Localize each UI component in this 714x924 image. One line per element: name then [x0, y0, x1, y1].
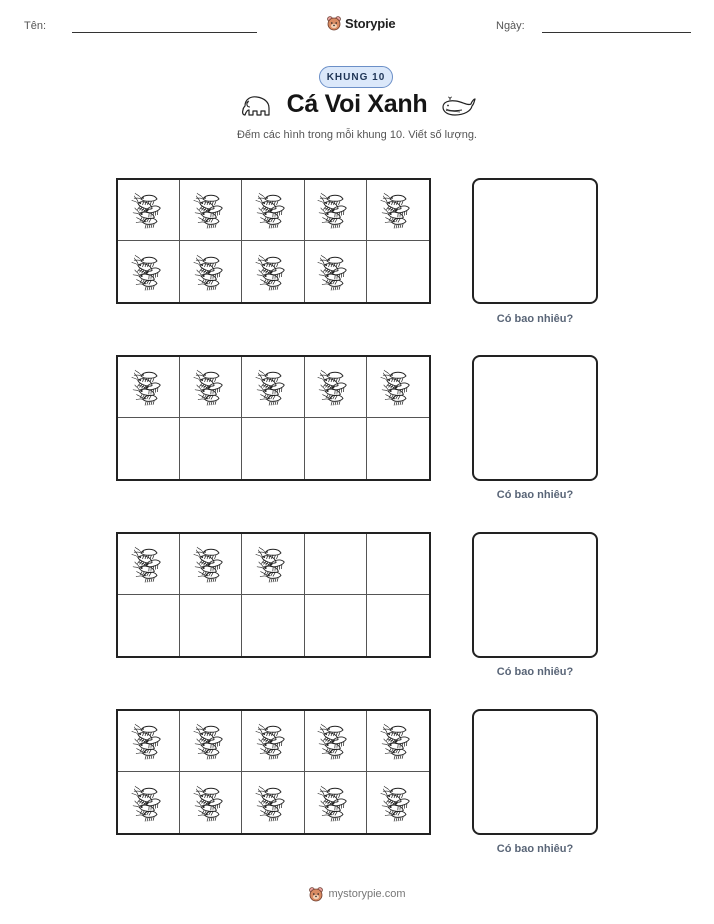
krill-icon: [129, 367, 169, 407]
footer-site: mystorypie.com: [328, 888, 406, 900]
answer-label-1: Có bao nhiêu?: [496, 313, 574, 325]
frame-cell: [305, 595, 367, 656]
krill-icon: [191, 252, 231, 292]
brand-name: Storypie: [345, 15, 396, 31]
krill-icon: [191, 721, 231, 761]
krill-icon: [253, 367, 293, 407]
bear-logo-icon: [308, 886, 324, 902]
answer-box-4[interactable]: [472, 709, 598, 835]
frame-cell: [305, 241, 367, 302]
ten-frame-2: [116, 355, 431, 481]
frame-cell: [305, 357, 367, 418]
krill-icon: [129, 544, 169, 584]
answer-box-1[interactable]: [472, 178, 598, 304]
frame-cell: [180, 711, 242, 772]
answer-label-4: Có bao nhiêu?: [496, 843, 574, 855]
frame-cell: [180, 534, 242, 595]
frame-cell: [242, 357, 304, 418]
frame-cell: [367, 711, 429, 772]
frame-cell: [118, 357, 180, 418]
frame-cell: [242, 241, 304, 302]
krill-icon: [129, 190, 169, 230]
krill-icon: [253, 544, 293, 584]
krill-icon: [191, 783, 231, 823]
frame-cell: [180, 772, 242, 833]
krill-icon: [191, 367, 231, 407]
worksheet-badge: KHUNG 10: [319, 66, 393, 88]
krill-icon: [129, 252, 169, 292]
krill-icon: [253, 190, 293, 230]
frame-cell: [367, 534, 429, 595]
krill-icon: [315, 783, 355, 823]
name-line[interactable]: [72, 32, 257, 33]
frame-cell: [180, 418, 242, 479]
krill-icon: [378, 367, 418, 407]
frame-cell: [242, 418, 304, 479]
brand-logo: [326, 13, 395, 33]
frame-cell: [305, 711, 367, 772]
frame-cell: [180, 595, 242, 656]
krill-icon: [129, 783, 169, 823]
bear-logo-icon: [326, 15, 342, 31]
answer-box-2[interactable]: [472, 355, 598, 481]
krill-icon: [253, 783, 293, 823]
krill-icon: [315, 721, 355, 761]
frame-cell: [118, 241, 180, 302]
frame-cell: [118, 534, 180, 595]
frame-cell: [367, 357, 429, 418]
krill-icon: [315, 252, 355, 292]
krill-icon: [378, 721, 418, 761]
krill-icon: [378, 190, 418, 230]
frame-cell: [305, 772, 367, 833]
frame-cell: [242, 534, 304, 595]
ten-frame-4: [116, 709, 431, 835]
frame-cell: [118, 772, 180, 833]
krill-icon: [315, 190, 355, 230]
page-title: Cá Voi Xanh: [286, 90, 428, 118]
frame-cell: [180, 180, 242, 241]
footer: [0, 886, 714, 902]
frame-cell: [118, 711, 180, 772]
frame-cell: [118, 595, 180, 656]
frame-cell: [367, 418, 429, 479]
frame-cell: [367, 241, 429, 302]
krill-icon: [378, 783, 418, 823]
frame-cell: [242, 711, 304, 772]
krill-icon: [315, 367, 355, 407]
frame-cell: [242, 180, 304, 241]
frame-cell: [242, 595, 304, 656]
ten-frame-3: [116, 532, 431, 658]
frame-cell: [242, 772, 304, 833]
frame-cell: [367, 772, 429, 833]
whale-icon: [440, 95, 476, 119]
frame-cell: [180, 241, 242, 302]
krill-icon: [129, 721, 169, 761]
ten-frame-1: [116, 178, 431, 304]
frame-cell: [367, 180, 429, 241]
krill-icon: [191, 544, 231, 584]
date-label: Ngày:: [496, 20, 525, 32]
frame-cell: [180, 357, 242, 418]
answer-label-2: Có bao nhiêu?: [496, 489, 574, 501]
frame-cell: [118, 418, 180, 479]
krill-icon: [253, 721, 293, 761]
date-line[interactable]: [542, 32, 691, 33]
krill-icon: [191, 190, 231, 230]
answer-box-3[interactable]: [472, 532, 598, 658]
frame-cell: [118, 180, 180, 241]
instructions: Đếm các hình trong mỗi khung 10. Viết số lượng.: [236, 129, 477, 141]
frame-cell: [305, 418, 367, 479]
krill-icon: [253, 252, 293, 292]
answer-label-3: Có bao nhiêu?: [496, 666, 574, 678]
frame-cell: [367, 595, 429, 656]
frame-cell: [305, 534, 367, 595]
name-label: Tên:: [24, 20, 47, 32]
frame-cell: [305, 180, 367, 241]
